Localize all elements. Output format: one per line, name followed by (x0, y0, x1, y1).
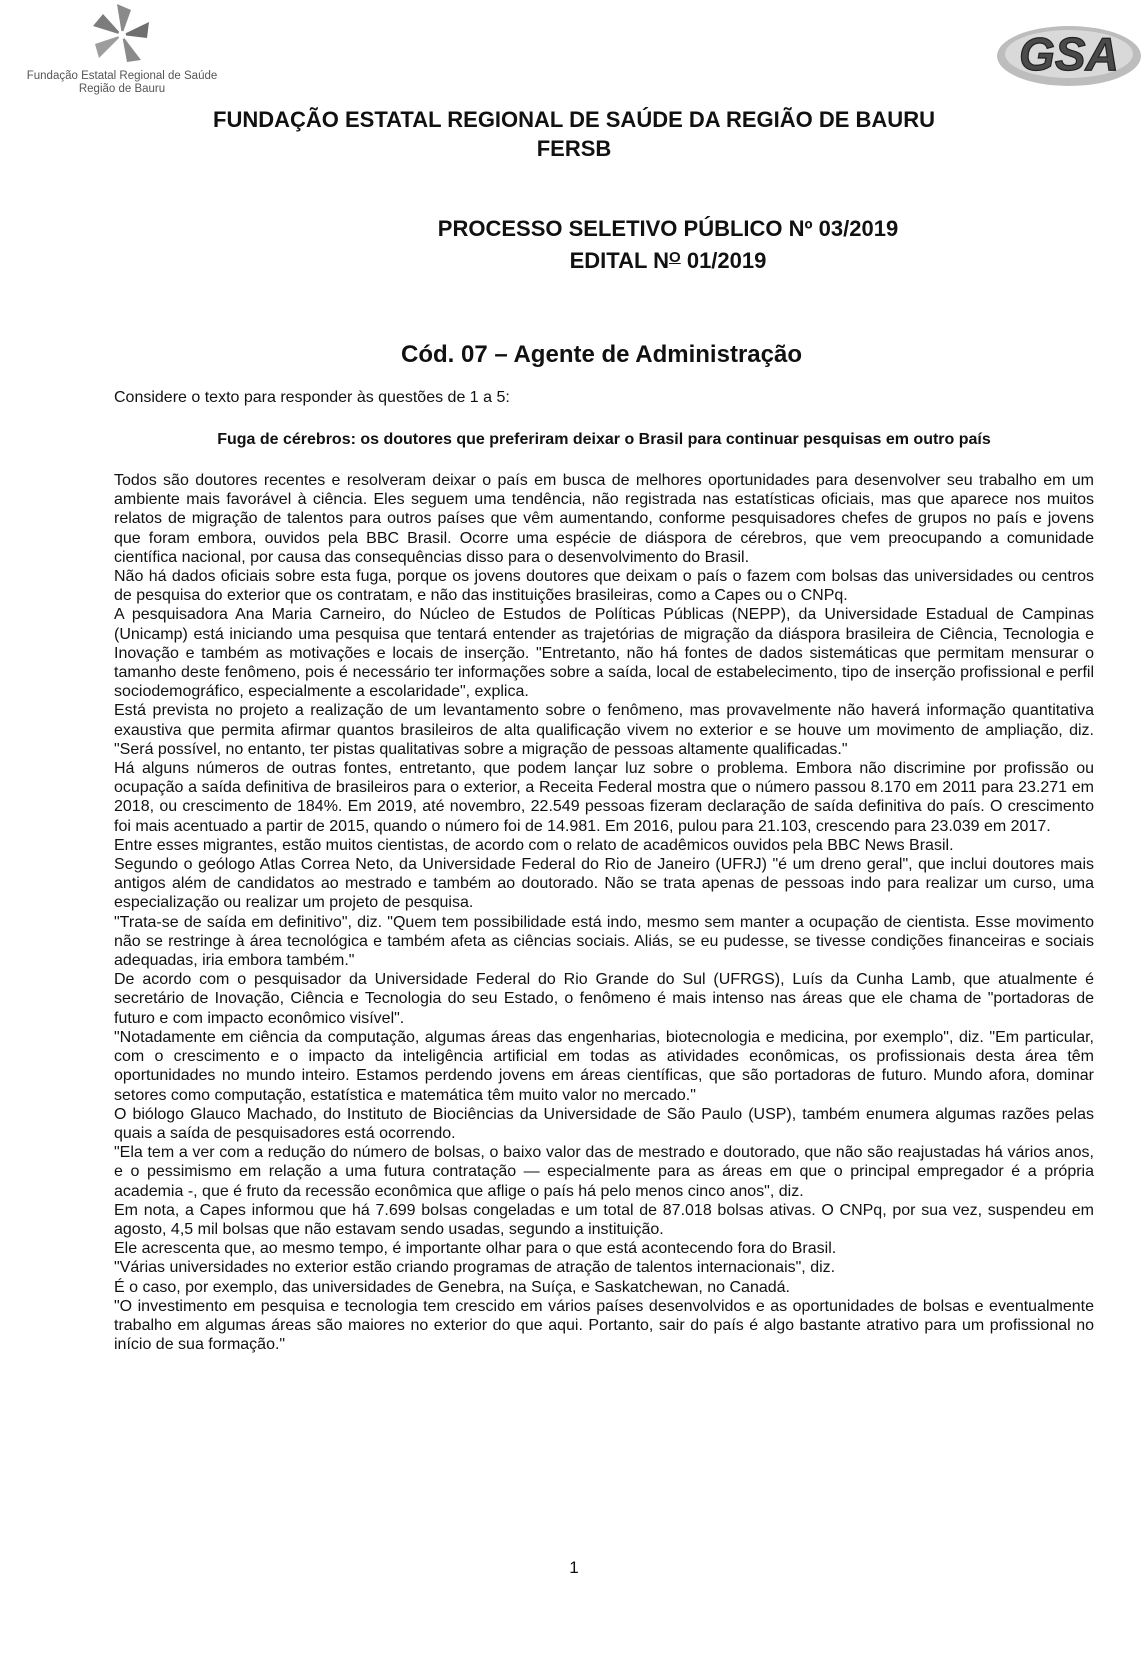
paragraph: "Ela tem a ver com a redução do número de bolsas, o baixo valor das de mestrado e doutorado, que não são reajustadas há vários anos, e o pessimismo em relação a uma futura contratação — especialmente para as áreas em que o principal empregador é a própria academia -, que é fruto da recessão econômica que aflige o país há pelo menos cinco anos", diz. (114, 1144, 1094, 1200)
paragraph: Ele acrescenta que, ao mesmo tempo, é importante olhar para o que está acontecendo fora do Brasil. (114, 1240, 837, 1258)
edital-prefix: EDITAL N (569, 248, 670, 273)
fersb-logo (22, 0, 222, 106)
page-number: 1 (569, 1558, 579, 1577)
job-code: Cód. 07 – Agente de Administração (401, 341, 802, 368)
article-title: Fuga de cérebros: os doutores que preferiram deixar o Brasil para continuar pesquisas em outro país (217, 431, 991, 448)
process-line: PROCESSO SELETIVO PÚBLICO Nº 03/2019 (437, 216, 899, 241)
paragraph: Todos são doutores recentes e resolveram deixar o país em busca de melhores oportunidades para desenvolver seu trabalho em um ambiente mais favorável à ciência. Eles seguem uma tendência, não registrada nas estatísticas oficiais, mas que aparece nos muitos relatos de migração de talentos para outros países que vêm aumentando, conforme pesquisadores chefes de grupos no país e jovens que foram embora, ouvidos pela BBC Brasil. Ocorre uma espécie de diáspora de cérebros, que vem preocupando a comunidade científica nacional, por causa das consequências disso para o desenvolvimento do Brasil. (114, 472, 1094, 566)
paragraph: É o caso, por exemplo, das universidades de Genebra, na Suíça, e Saskatchewan, no Canadá. (114, 1278, 790, 1296)
paragraph: De acordo com o pesquisador da Universidade Federal do Rio Grande do Sul (UFRGS), Luís da Cunha Lamb, que atualmente é secretário de Inovação, Ciência e Tecnologia do seu Estado, o fenômeno é mais intenso nas áreas que ele chama de "portadoras de futuro e com impacto econômico visível". (114, 971, 1094, 1027)
instruction: Considere o texto para responder às questões de 1 a 5: (114, 389, 510, 406)
paragraph: "Notadamente em ciência da computação, algumas áreas das engenharias, biotecnologia e medicina, por exemplo", diz. "Em particular, com o crescimento e o impacto da inteligência artificial em todas as atividades econômicas, os profissionais desta área têm oportunidades no mundo inteiro. Estamos perdendo jovens em áreas científicas, que são portadoras de futuro. Mundo afora, dominar setores como computação, estatística e matemática têm muito valor no mercado." (114, 1028, 1094, 1104)
edital-suffix: 01/2019 (680, 248, 767, 273)
paragraph: O biólogo Glauco Machado, do Instituto de Biociências da Universidade de São Paulo (USP), também enumera algumas razões pelas quais a saída de pesquisadores está ocorrendo. (114, 1105, 1094, 1142)
fersb-pinwheel-logo-icon (87, 0, 157, 70)
paragraph: Em nota, a Capes informou que há 7.699 bolsas congeladas e um total de 87.018 bolsas ativas. O CNPq, por sua vez, suspendeu em agosto, 4,5 mil bolsas que não estavam sendo usadas, segundo a instituição. (114, 1201, 1094, 1238)
paragraph: A pesquisadora Ana Maria Carneiro, do Núcleo de Estudos de Políticas Públicas (NEPP), da Universidade Estadual de Campinas (Unicamp) está iniciando uma pesquisa que tentará entender as trajetórias de migração da diáspora brasileira de Ciência, Tecnologia e Inovação e também as motivações e locais de inserção. "Entretanto, não há fontes de dados sistemáticas que permitam mensurar o tamanho deste fenômeno, pois é necessário ter informações sobre a saída, local de estabelecimento, tipo de inserção profissional e perfil sociodemográfico, especialmente a escolaridade", explica. (114, 606, 1094, 701)
article-body (114, 471, 1094, 1354)
gsa-logo-text: GSA (1019, 28, 1119, 80)
paragraph: Há alguns números de outras fontes, entretanto, que podem lançar luz sobre o problema. Embora não discrimine por profissão ou ocupação a saída definitiva de brasileiros para o exterior, a Receita Federal mostra que o número passou 8.170 em 2011 para 23.271 em 2018, ou crescimento de 184%. Em 2019, até novembro, 22.549 pessoas fizeram declaração de saída definitiva do país. O crescimento foi mais acentuado a partir de 2015, quando o número foi de 14.981. Em 2016, pulou para 21.103, crescendo para 23.039 em 2017. (114, 760, 1094, 835)
paragraph: "Trata-se de saída em definitivo", diz. "Quem tem possibilidade está indo, mesmo sem manter a ocupação de cientista. Esse movimento não se restringe à área tecnológica e também afeta as ciências sociais. Aliás, se eu pudesse, se tivesse condições financeiras e sociais adequadas, iria embora também." (114, 913, 1094, 970)
paragraph: Está prevista no projeto a realização de um levantamento sobre o fenômeno, mas provavelmente não haverá informação quantitativa exaustiva que permita afirmar quantos brasileiros de alta qualificação vivem no exterior e se houve um movimento de ampliação, diz. "Será possível, no entanto, ter pistas qualitativas sobre a migração de pessoas altamente qualificadas." (114, 702, 1094, 758)
paragraph: "O investimento em pesquisa e tecnologia tem crescido em vários países desenvolvidos e as oportunidades de bolsas e eventualmente trabalho em algumas áreas são maiores no exterior do que aqui. Portanto, sair do país é algo bastante atrativo para um profissional no início de sua formação." (114, 1297, 1094, 1354)
paragraph: Segundo o geólogo Atlas Correa Neto, da Universidade Federal do Rio de Janeiro (UFRJ) "é um dreno geral", que inclui doutores mais antigos além de candidatos ao mestrado e também ao doutorado. Não se trata apenas de pessoas indo para realizar um curso, uma especialização ou realizar um projeto de pesquisa. (114, 856, 1094, 912)
gsa-logo-icon (995, 10, 1143, 90)
process-heading (188, 214, 1148, 275)
logo-caption-line1: Fundação Estatal Regional de Saúde (26, 70, 218, 82)
document-title (0, 105, 1148, 163)
title-line1: FUNDAÇÃO ESTATAL REGIONAL DE SAÚDE DA REGIÃO DE BAURU (213, 107, 935, 132)
title-line2: FERSB (536, 136, 612, 161)
gsa-logo (995, 10, 1145, 98)
edital-line (188, 243, 1148, 275)
logo-caption-line2: Região de Bauru (78, 83, 166, 95)
edital-sup: O (669, 249, 681, 266)
paragraph: "Várias universidades no exterior estão criando programas de atração de talentos internacionais", diz. (114, 1259, 836, 1277)
paragraph: Entre esses migrantes, estão muitos cientistas, de acordo com o relato de acadêmicos ouvidos pela BBC News Brasil. (114, 836, 954, 854)
paragraph: Não há dados oficiais sobre esta fuga, porque os jovens doutores que deixam o país o fazem com bolsas das universidades ou centros de pesquisa do exterior que os contratam, e não das instituições brasileiras, como a Capes ou o CNPq. (114, 568, 1094, 605)
